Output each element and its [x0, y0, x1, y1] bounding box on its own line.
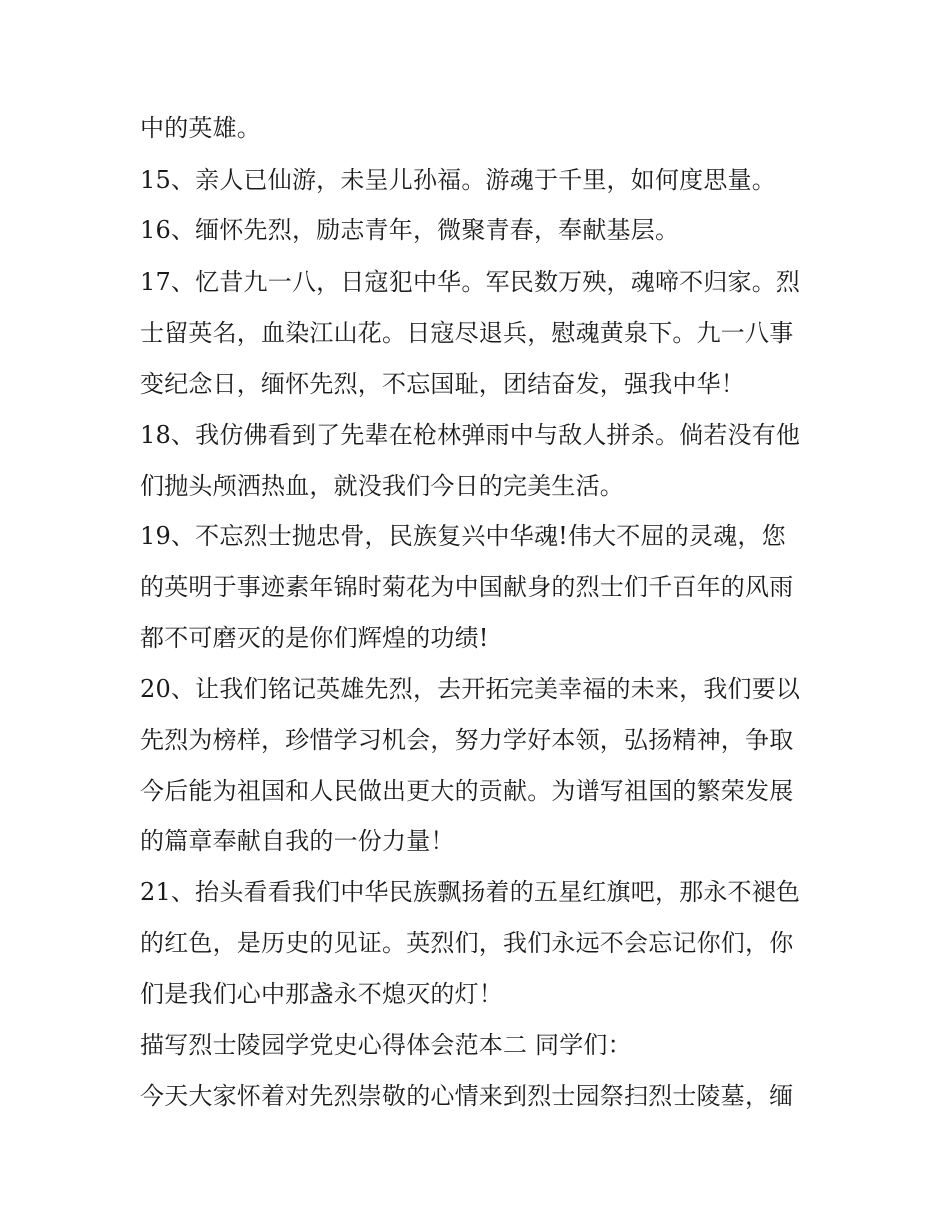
text-line: 今后能为祖国和人民做出更大的贡献。为谱写祖国的繁荣发展	[140, 777, 794, 805]
text-line: 描写烈士陵园学党史心得体会范本二 同学们：	[140, 1031, 632, 1059]
text-line: 们抛头颅洒热血，就没我们今日的完美生活。	[140, 472, 624, 500]
text-line: 21、抬头看看我们中华民族飘扬着的五星红旗吧，那永不褪色	[140, 878, 801, 906]
text-line: 中的英雄。	[140, 114, 261, 142]
text-line: 们是我们心中那盏永不熄灭的灯！	[140, 980, 503, 1008]
text-line: 16、缅怀先烈，励志青年，微聚青春，奉献基层。	[140, 216, 680, 244]
text-line: 15、亲人已仙游，未呈儿孙福。游魂于千里，如何度思量。	[140, 166, 776, 194]
text-line: 今天大家怀着对先烈崇敬的心情来到烈士园祭扫烈士陵墓，缅	[140, 1082, 794, 1110]
text-line: 先烈为榜样，珍惜学习机会，努力学好本领，弘扬精神，争取	[140, 726, 794, 754]
text-line: 的篇章奉献自我的一份力量！	[140, 827, 455, 855]
text-line: 士留英名，血染江山花。日寇尽退兵，慰魂黄泉下。九一八事	[140, 319, 794, 347]
text-line: 都不可磨灭的是你们辉煌的功绩!	[140, 624, 489, 652]
text-line: 19、不忘烈士抛忠骨，民族复兴中华魂!伟大不屈的灵魂，您	[140, 522, 786, 550]
text-line: 20、让我们铭记英雄先烈，去开拓完美幸福的未来，我们要以	[140, 675, 801, 703]
text-line: 变纪念日，缅怀先烈，不忘国耻，团结奋发，强我中华！	[140, 370, 745, 398]
text-line: 17、忆昔九一八，日寇犯中华。军民数万殃，魂啼不归家。烈	[140, 268, 801, 296]
text-line: 18、我仿佛看到了先辈在枪林弹雨中与敌人拼杀。倘若没有他	[140, 421, 801, 449]
text-line: 的红色，是历史的见证。英烈们，我们永远不会忘记你们，你	[140, 929, 794, 957]
text-line: 的英明于事迹素年锦时菊花为中国献身的烈士们千百年的风雨	[140, 573, 794, 601]
